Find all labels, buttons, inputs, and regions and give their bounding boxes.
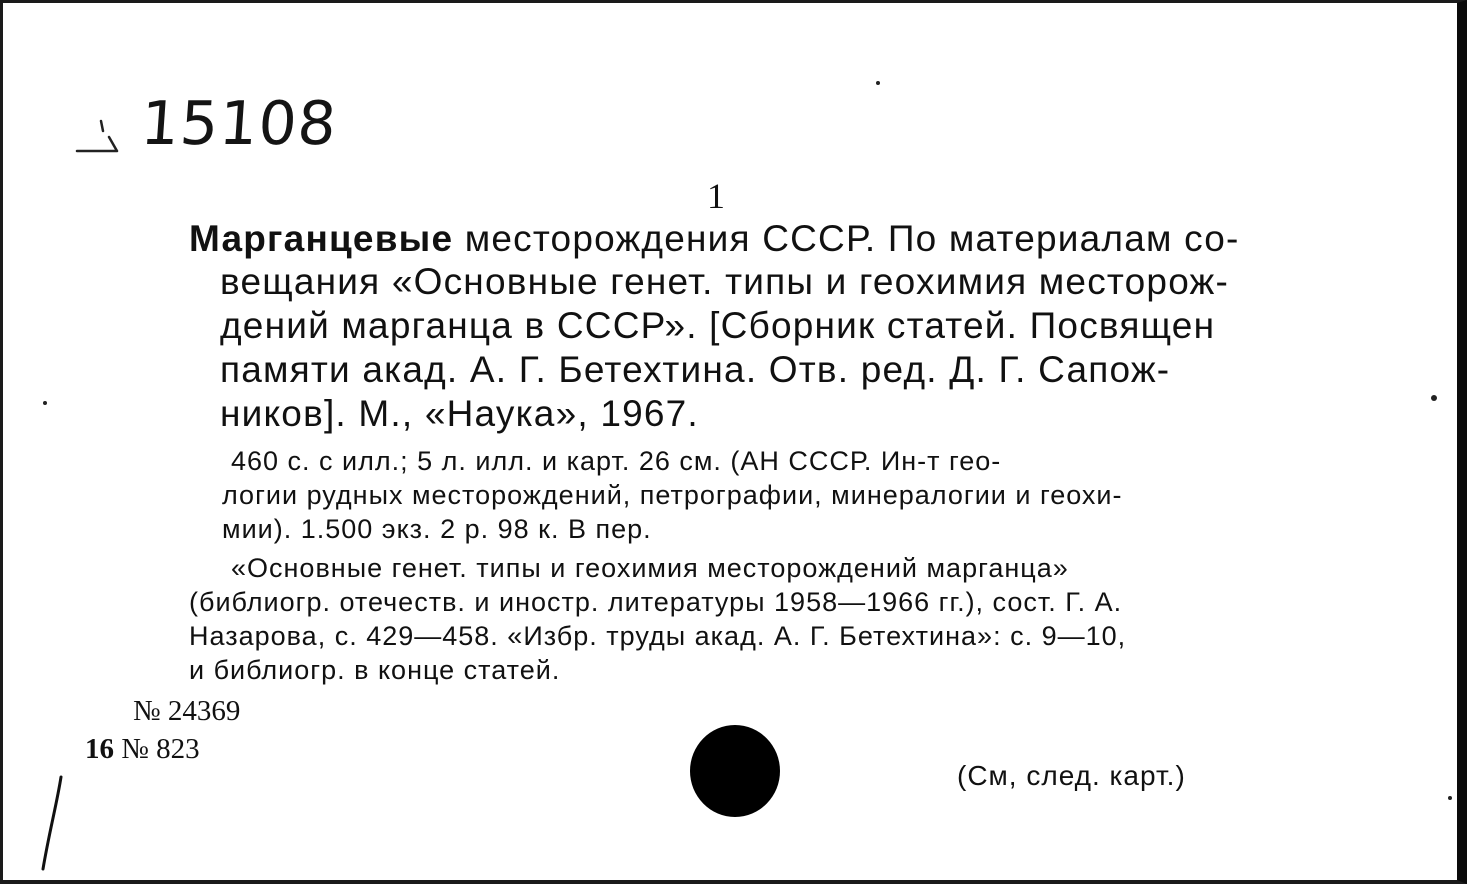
scan-speck — [876, 81, 880, 85]
title-line-1 — [189, 216, 1240, 261]
collation-line-3: мии). 1.500 экз. 2 р. 98 к. В пер. — [222, 514, 652, 544]
note-line-2: (библиогр. отечеств. и иностр. литературы 1958—1966 гг.), сост. Г. А. — [189, 587, 1123, 617]
continued-note: (См, след. карт.) — [957, 760, 1186, 791]
shelf-prefix: 16 — [85, 733, 114, 765]
volume-number: 1 — [707, 176, 725, 216]
note-line-4: и библиогр. в конце статей. — [189, 655, 561, 685]
shelf-number-row — [85, 733, 200, 766]
card-punch-hole — [690, 725, 780, 817]
title-line-1-text: месторождения СССР. По материалам со- — [453, 218, 1240, 259]
handwritten-stroke — [31, 773, 71, 873]
scan-speck — [1431, 395, 1437, 401]
title-line-3: дений марганца в СССР». [Сборник статей. Посвящен — [220, 305, 1216, 346]
call-number: 15108 — [138, 89, 340, 159]
accession-number: № 24369 — [133, 695, 241, 727]
title-line-5: ников]. М., «Наука», 1967. — [220, 393, 699, 434]
collation-line-2: логии рудных месторождений, петрографии, минералогии и геохи- — [222, 480, 1123, 510]
handwritten-mark — [73, 111, 123, 157]
scan-speck — [1448, 796, 1452, 800]
scan-speck — [43, 401, 47, 405]
title-line-4: памяти акад. А. Г. Бетехтина. Отв. ред. Д. Г. Сапож- — [220, 349, 1171, 390]
collation-line-1: 460 с. с илл.; 5 л. илл. и карт. 26 см. (АН СССР. Ин-т гео- — [231, 446, 1002, 476]
note-line-3: Назарова, с. 429—458. «Избр. труды акад. А. Г. Бетехтина»: с. 9—10, — [189, 621, 1127, 651]
title-line-2: вещания «Основные генет. типы и геохимия месторож- — [220, 261, 1230, 302]
note-line-1: «Основные генет. типы и геохимия месторождений марганца» — [231, 553, 1069, 583]
title-heading-word: Марганцевые — [189, 218, 454, 259]
shelf-number: № 823 — [121, 733, 200, 765]
